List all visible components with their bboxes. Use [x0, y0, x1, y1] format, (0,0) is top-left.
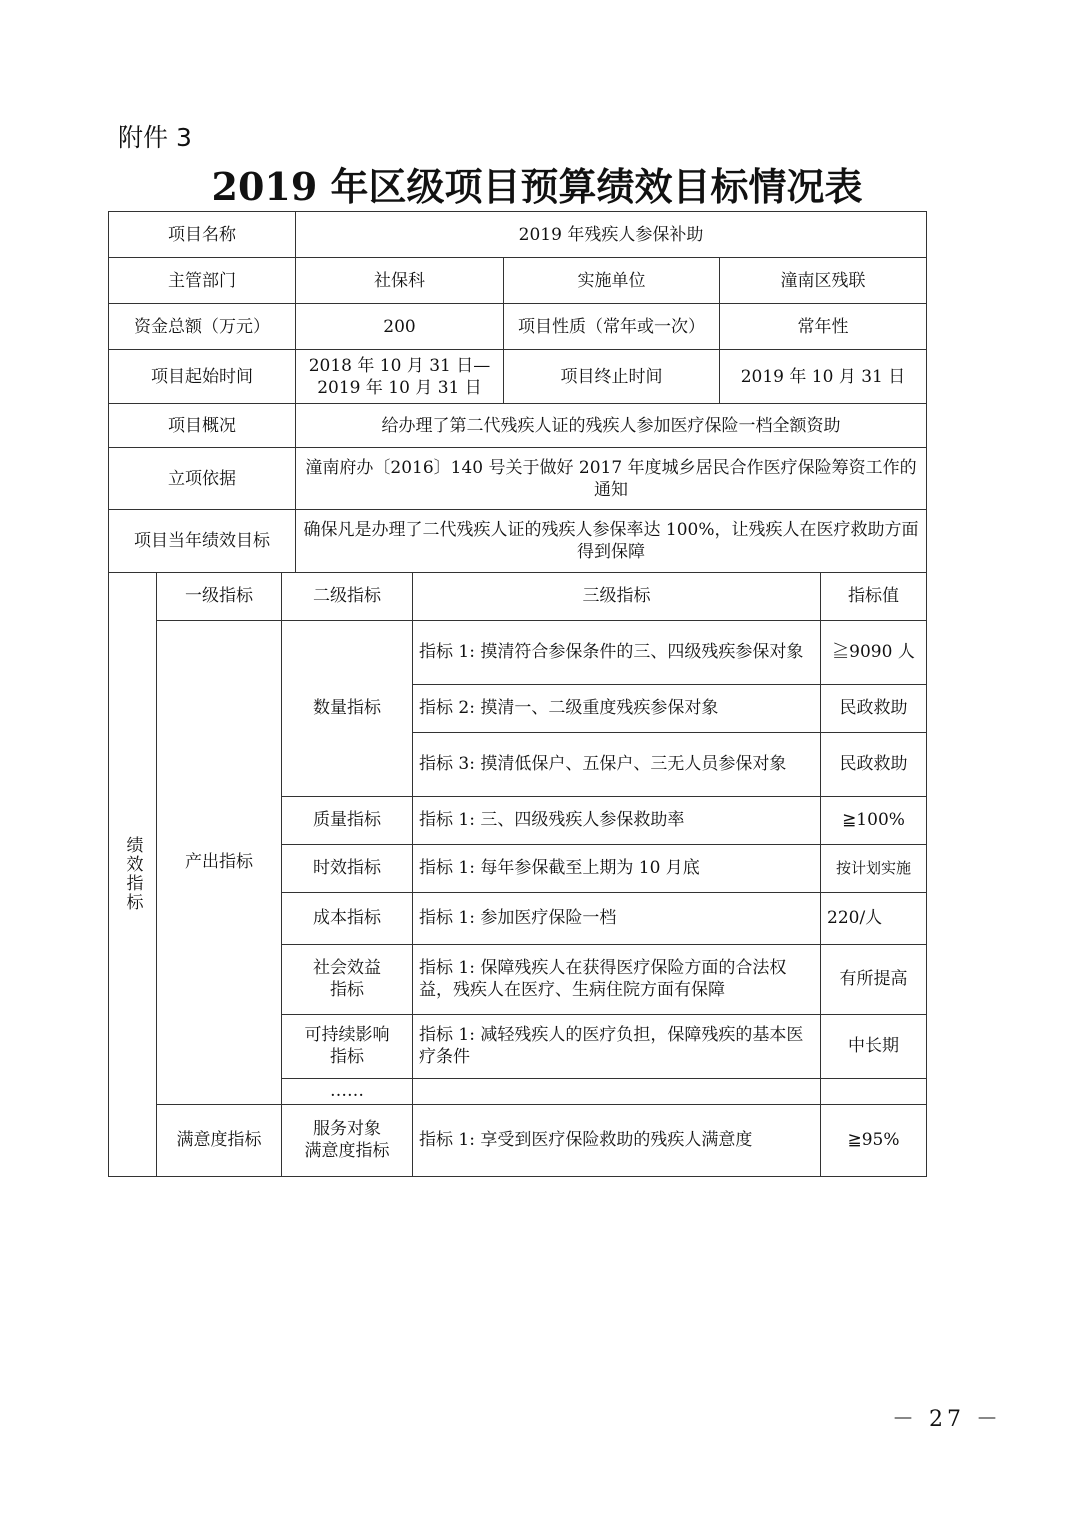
quantity-label: 数量指标: [282, 620, 413, 796]
sustain-label: 可持续影响 指标: [282, 1014, 413, 1078]
cost-label: 成本指标: [282, 892, 413, 944]
indicator-text: 指标 1: 每年参保截至上期为 10 月底: [413, 844, 821, 892]
project-info-table: [108, 211, 927, 573]
project-name-label: 项目名称: [109, 212, 296, 258]
indicator-text: 指标 1: 享受到医疗保险救助的残疾人满意度: [413, 1104, 821, 1176]
indicator-text: 指标 1: 减轻残疾人的医疗负担，保障残疾的基本医疗条件: [413, 1014, 821, 1078]
indicator-text: 指标 2: 摸清一、二级重度残疾参保对象: [413, 684, 821, 732]
impl-value: 潼南区残联: [720, 258, 927, 304]
page-number: － 27 －: [892, 1407, 1002, 1432]
social-label: 社会效益 指标: [282, 944, 413, 1014]
start-label: 项目起始时间: [109, 350, 296, 404]
fund-value: 200: [296, 304, 504, 350]
indicator-value: 有所提高: [821, 944, 927, 1014]
page-title: 2019 年区级项目预算绩效目标情况表: [211, 164, 863, 209]
indicator-text: 指标 1: 保障残疾人在获得医疗保险方面的合法权益，残疾人在医疗、生病住院方面有保障: [413, 944, 821, 1014]
ellipsis: ……: [282, 1078, 413, 1104]
perf-label: 绩效指标: [109, 572, 157, 1176]
start-value: 2018 年 10 月 31 日— 2019 年 10 月 31 日: [296, 350, 504, 404]
goal-label: 项目当年绩效目标: [109, 510, 296, 573]
timeliness-label: 时效指标: [282, 844, 413, 892]
goal-value: 确保凡是办理了二代残疾人证的残疾人参保率达 100%，让残疾人在医疗救助方面得到保障: [296, 510, 927, 573]
indicator-value: ≧9090 人: [821, 620, 927, 684]
indicator-value: 中长期: [821, 1014, 927, 1078]
project-name-value: 2019 年残疾人参保补助: [296, 212, 927, 258]
empty-cell: [821, 1078, 927, 1104]
indicator-text: 指标 3: 摸清低保户、五保户、三无人员参保对象: [413, 732, 821, 796]
indicator-value: ≧100%: [821, 796, 927, 844]
fund-label: 资金总额（万元）: [109, 304, 296, 350]
nature-value: 常年性: [720, 304, 927, 350]
output-label: 产出指标: [157, 620, 282, 1104]
header-l1: 一级指标: [157, 572, 282, 620]
attachment-label: 附件 3: [118, 123, 192, 152]
satisfaction-label: 满意度指标: [157, 1104, 282, 1176]
indicator-value: ≧95%: [821, 1104, 927, 1176]
indicator-value: 民政救助: [821, 684, 927, 732]
nature-label: 项目性质（常年或一次）: [504, 304, 720, 350]
overview-value: 给办理了第二代残疾人证的残疾人参加医疗保险一档全额资助: [296, 404, 927, 448]
indicator-text: 指标 1: 参加医疗保险一档: [413, 892, 821, 944]
indicator-value: 220/人: [821, 892, 927, 944]
header-l2: 二级指标: [282, 572, 413, 620]
impl-label: 实施单位: [504, 258, 720, 304]
end-value: 2019 年 10 月 31 日: [720, 350, 927, 404]
basis-value: 潼南府办〔2016〕140 号关于做好 2017 年度城乡居民合作医疗保险筹资工作的通知: [296, 448, 927, 510]
dept-label: 主管部门: [109, 258, 296, 304]
indicator-text: 指标 1: 摸清符合参保条件的三、四级残疾参保对象: [413, 620, 821, 684]
overview-label: 项目概况: [109, 404, 296, 448]
quality-label: 质量指标: [282, 796, 413, 844]
header-value: 指标值: [821, 572, 927, 620]
indicator-value: 民政救助: [821, 732, 927, 796]
indicator-value: 按计划实施: [821, 844, 927, 892]
basis-label: 立项依据: [109, 448, 296, 510]
end-label: 项目终止时间: [504, 350, 720, 404]
service-label: 服务对象 满意度指标: [282, 1104, 413, 1176]
indicator-table: [108, 572, 927, 1177]
header-l3: 三级指标: [413, 572, 821, 620]
empty-cell: [413, 1078, 821, 1104]
indicator-text: 指标 1: 三、四级残疾人参保救助率: [413, 796, 821, 844]
dept-value: 社保科: [296, 258, 504, 304]
